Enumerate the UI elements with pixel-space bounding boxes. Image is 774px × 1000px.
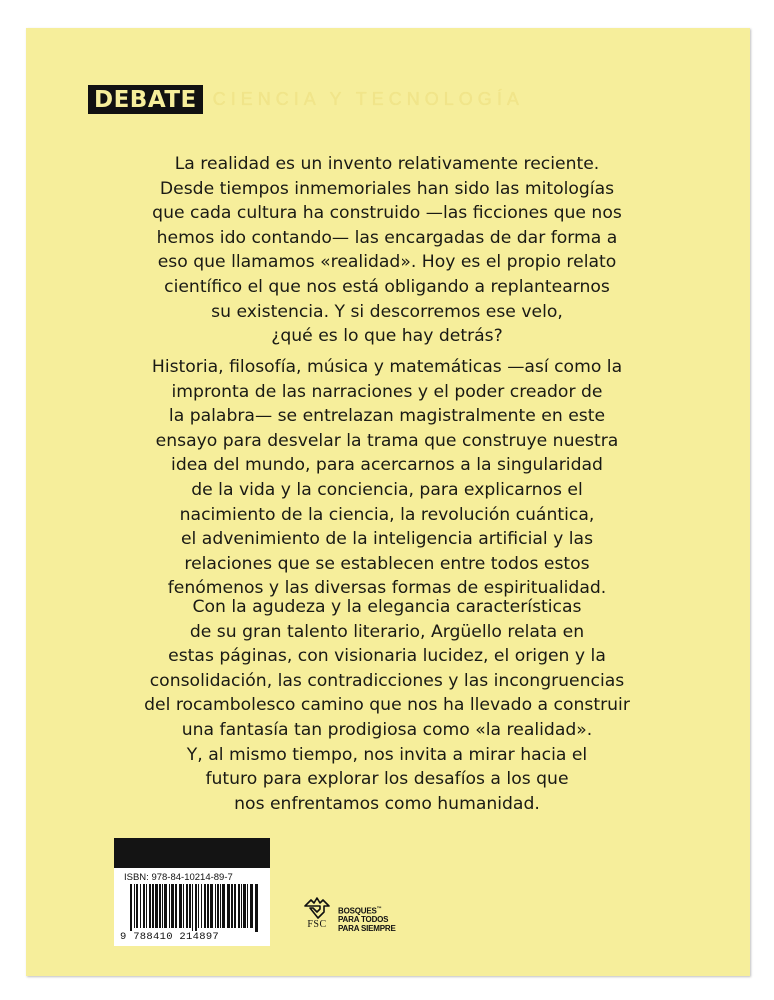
blurb-line: eso que llamamos «realidad». Hoy es el propio relato — [157, 252, 617, 273]
barcode-bar — [171, 884, 174, 928]
barcode-bar — [192, 884, 193, 932]
blurb-line: La realidad es un invento relativamente reciente. — [174, 154, 600, 174]
barcode-bar — [210, 884, 213, 928]
barcode-bar — [241, 884, 242, 928]
barcode-bar — [207, 884, 209, 928]
barcode-bar — [175, 884, 177, 928]
barcode-bar — [183, 884, 184, 928]
barcode-bar — [204, 884, 206, 928]
blurb-paragraph-2 — [80, 355, 694, 601]
fsc-tagline-line: PARA SIEMPRE — [338, 923, 396, 933]
barcode-bar — [238, 884, 240, 928]
fsc-tagline-line: PARA TODOS — [338, 915, 389, 925]
barcode-bar — [217, 884, 219, 928]
barcode-bar — [143, 884, 145, 928]
blurb-line: hemos ido contando— las encargadas de dar forma a — [156, 227, 618, 248]
blurb-line: el advenimiento de la inteligencia artificial y las — [180, 529, 594, 550]
blurb-line: nacimiento de la ciencia, la revolución cuántica, — [179, 504, 595, 525]
blurb-line: ensayo para desvelar la trama que construye nuestra — [155, 430, 619, 451]
blurb-line: del rocambolesco camino que nos ha llevado a construir — [144, 695, 630, 716]
blurb-line: su existencia. Y si descorremos ese velo, — [211, 301, 563, 322]
fsc-tagline — [338, 905, 396, 933]
fsc-logo — [300, 896, 334, 930]
blurb-line: consolidación, las contradicciones y las incongruencias — [149, 670, 625, 691]
barcode-bar — [130, 884, 132, 932]
barcode-bar — [179, 884, 182, 928]
blurb-line: ¿qué es lo que hay detrás? — [271, 326, 503, 347]
barcode-bar — [198, 884, 199, 928]
fsc-label: FSC — [307, 919, 327, 930]
barcode-bar — [189, 884, 191, 928]
blurb-line: Historia, filosofía, música y matemáticas —así como la — [151, 357, 623, 377]
barcode-bar — [186, 884, 188, 928]
barcode-black-band — [114, 838, 270, 868]
barcode-bar — [195, 884, 197, 932]
barcode-bar — [149, 884, 151, 928]
barcode-bar — [227, 884, 230, 928]
trademark-symbol: ™ — [376, 906, 382, 912]
barcode-bar — [134, 884, 135, 928]
isbn-number: ISBN: 978-84-10214-89-7 — [124, 872, 233, 883]
blurb-line: Y, al mismo tiempo, nos invita a mirar hacia el — [186, 744, 588, 765]
publisher-brand — [88, 85, 524, 114]
blurb-paragraph-1 — [80, 152, 694, 349]
barcode-bar — [140, 884, 141, 928]
barcode-bar — [152, 884, 154, 928]
barcode-bar — [164, 884, 167, 928]
barcode-bar — [162, 884, 163, 928]
blurb-line: futuro para explorar los desafíos a los que — [205, 769, 569, 790]
publisher-logo: DEBATE — [88, 85, 203, 114]
barcode-bar — [155, 884, 158, 928]
barcode-bar — [146, 884, 147, 928]
blurb-line: nos enfrentamos como humanidad. — [234, 793, 540, 814]
blurb-paragraph-3 — [80, 595, 694, 816]
blurb-line: la palabra— se entrelazan magistralmente en este — [168, 406, 606, 427]
barcode-bar — [243, 884, 246, 928]
blurb-line: idea del mundo, para acercarnos a la singularidad — [171, 455, 603, 476]
barcode-bar — [234, 884, 236, 928]
barcode-bar — [201, 884, 202, 928]
barcode-digits: 9 788410 214897 — [120, 931, 220, 943]
barcode-bar — [215, 884, 216, 928]
collection-name: CIENCIA Y TECNOLOGÍA — [212, 89, 524, 109]
tree-check-icon — [302, 896, 332, 920]
barcode-bars — [120, 884, 264, 934]
blurb-line: científico el que nos está obligando a replantearnos — [164, 276, 610, 297]
barcode-bar — [247, 884, 248, 928]
isbn-barcode — [114, 838, 270, 946]
blurb-line: una fantasía tan prodigiosa como «la realidad». — [181, 719, 593, 740]
barcode-bar — [255, 884, 258, 932]
barcode-bar — [220, 884, 221, 928]
blurb-line: de la vida y la conciencia, para explicarnos el — [191, 479, 583, 500]
blurb-line: que cada cultura ha construido —las ficciones que nos — [152, 203, 622, 224]
blurb-line: de su gran talento literario, Argüello relata en — [189, 621, 585, 642]
barcode-bar — [231, 884, 233, 928]
blurb-line: estas páginas, con visionaria lucidez, el origen y la — [168, 646, 606, 667]
blurb-line: impronta de las narraciones y el poder creador de — [171, 381, 603, 402]
fsc-certification — [300, 896, 396, 933]
barcode-bar — [169, 884, 170, 928]
barcode-bar — [159, 884, 161, 928]
barcode-bar — [136, 884, 138, 928]
barcode-bar — [250, 884, 253, 928]
blurb-line: Desde tiempos inmemoriales han sido las mitologías — [159, 178, 615, 199]
blurb-line: fenómenos y las diversas formas de espiritualidad. — [167, 578, 607, 599]
blurb-line: relaciones que se establecen entre todos estos — [184, 553, 590, 574]
barcode-bar — [222, 884, 225, 928]
fsc-tagline-line: BOSQUES™ — [338, 906, 382, 916]
blurb-line: Con la agudeza y la elegancia características — [192, 597, 582, 617]
